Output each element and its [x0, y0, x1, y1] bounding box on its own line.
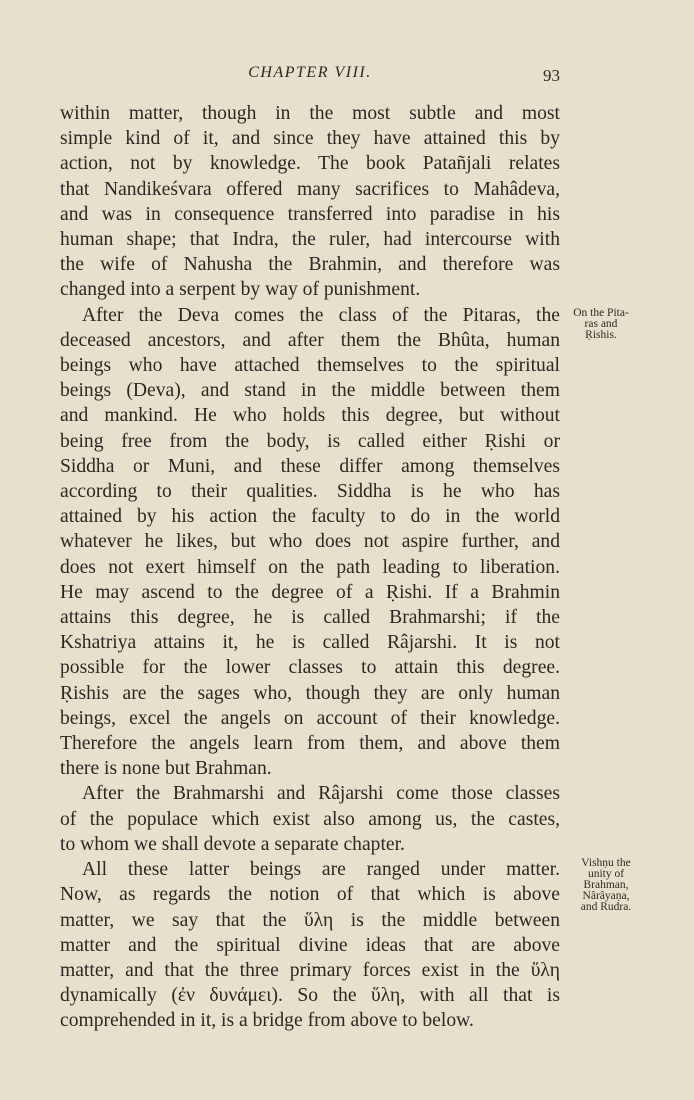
paragraph — [60, 303, 560, 782]
text-line: of the populace which exist also among us, the castes, — [60, 808, 560, 830]
text-line: beings, excel the angels on account of their knowledge. — [60, 707, 560, 729]
text-line: matter, and that the three primary forces exist in the ὕλη — [60, 959, 560, 981]
text-line: Kshatriya attains it, he is called Râjarshi. It is not — [60, 632, 560, 654]
text-line: comprehended in it, is a bridge from above to below. — [60, 1010, 474, 1032]
page-number: 93 — [543, 66, 560, 85]
text-line: that Nandikeśvara offered many sacrifices to Mahâdeva, — [60, 178, 560, 200]
text-line: deceased ancestors, and after them the Bhûta, human — [60, 329, 560, 351]
text-line: Siddha or Muni, and these differ among themselves — [60, 455, 560, 477]
text-line: Ṛishis are the sages who, though they are only human — [60, 682, 560, 704]
text-line: matter and the spiritual divine ideas that are above — [60, 934, 560, 956]
margin-note-vishnu — [568, 858, 644, 913]
margin-note-pitaras — [568, 308, 634, 341]
text-line: attained by his action the faculty to do in the world — [60, 506, 560, 528]
text-line: Therefore the angels learn from them, and above them — [60, 733, 560, 755]
margin-note-line: and Rudra. — [580, 901, 632, 913]
text-line: whatever he likes, but who does not aspire further, and — [60, 531, 560, 553]
text-line: to whom we shall devote a separate chapter. — [60, 833, 405, 855]
text-line: does not exert himself on the path leading to liberation. — [60, 556, 560, 578]
text-line: possible for the lower classes to attain this degree. — [60, 657, 560, 679]
text-line: Now, as regards the notion of that which is above — [60, 884, 560, 906]
text-line: simple kind of it, and since they have attained this by — [60, 128, 560, 150]
body-text — [60, 101, 560, 1034]
text-line: and was in consequence transferred into paradise in his — [60, 203, 560, 225]
margin-note-line: On the Pita- — [573, 307, 629, 319]
text-line: within matter, though in the most subtle and most — [60, 103, 560, 124]
text-line: and mankind. He who holds this degree, but without — [60, 405, 560, 427]
text-line: beings (Deva), and stand in the middle between them — [60, 380, 560, 402]
text-line: dynamically (ἐν δυνάμει). So the ὕλη, with all that is — [60, 985, 560, 1007]
text-line: beings who have attached themselves to the spiritual — [60, 355, 560, 377]
paragraph — [60, 101, 560, 303]
text-line: After the Deva comes the class of the Pitaras, the — [82, 304, 560, 326]
text-line: changed into a serpent by way of punishment. — [60, 279, 421, 301]
text-line: After the Brahmarshi and Râjarshi come those classes — [82, 783, 560, 805]
text-line: All these latter beings are ranged under matter. — [82, 859, 560, 881]
paragraph — [60, 857, 560, 1033]
page-header — [60, 64, 560, 88]
margin-note-line: Nârâyaṇa, — [582, 890, 630, 902]
margin-note-line: Ṛishis. — [585, 329, 617, 341]
text-line: there is none but Brahman. — [60, 758, 272, 780]
margin-note-line: unity of — [587, 868, 625, 880]
margin-note-line: ras and — [584, 318, 618, 330]
paragraph — [60, 781, 560, 857]
text-line: according to their qualities. Siddha is he who has — [60, 481, 560, 503]
text-line: human shape; that Indra, the ruler, had intercourse with — [60, 229, 560, 251]
text-line: the wife of Nahusha the Brahmin, and therefore was — [60, 254, 560, 276]
text-line: attains this degree, he is called Brahmarshi; if the — [60, 607, 560, 629]
margin-note-line: Brahman, — [583, 879, 629, 891]
text-line: being free from the body, is called either Ṛishi or — [60, 430, 560, 452]
text-line: matter, we say that the ὕλη is the middle between — [60, 909, 560, 931]
margin-note-line: Vishṇu the — [581, 857, 631, 869]
text-line: He may ascend to the degree of a Ṛishi. If a Brahmin — [60, 581, 560, 603]
running-head: CHAPTER VIII. — [248, 64, 372, 81]
text-line: action, not by knowledge. The book Patañjali relates — [60, 153, 560, 175]
